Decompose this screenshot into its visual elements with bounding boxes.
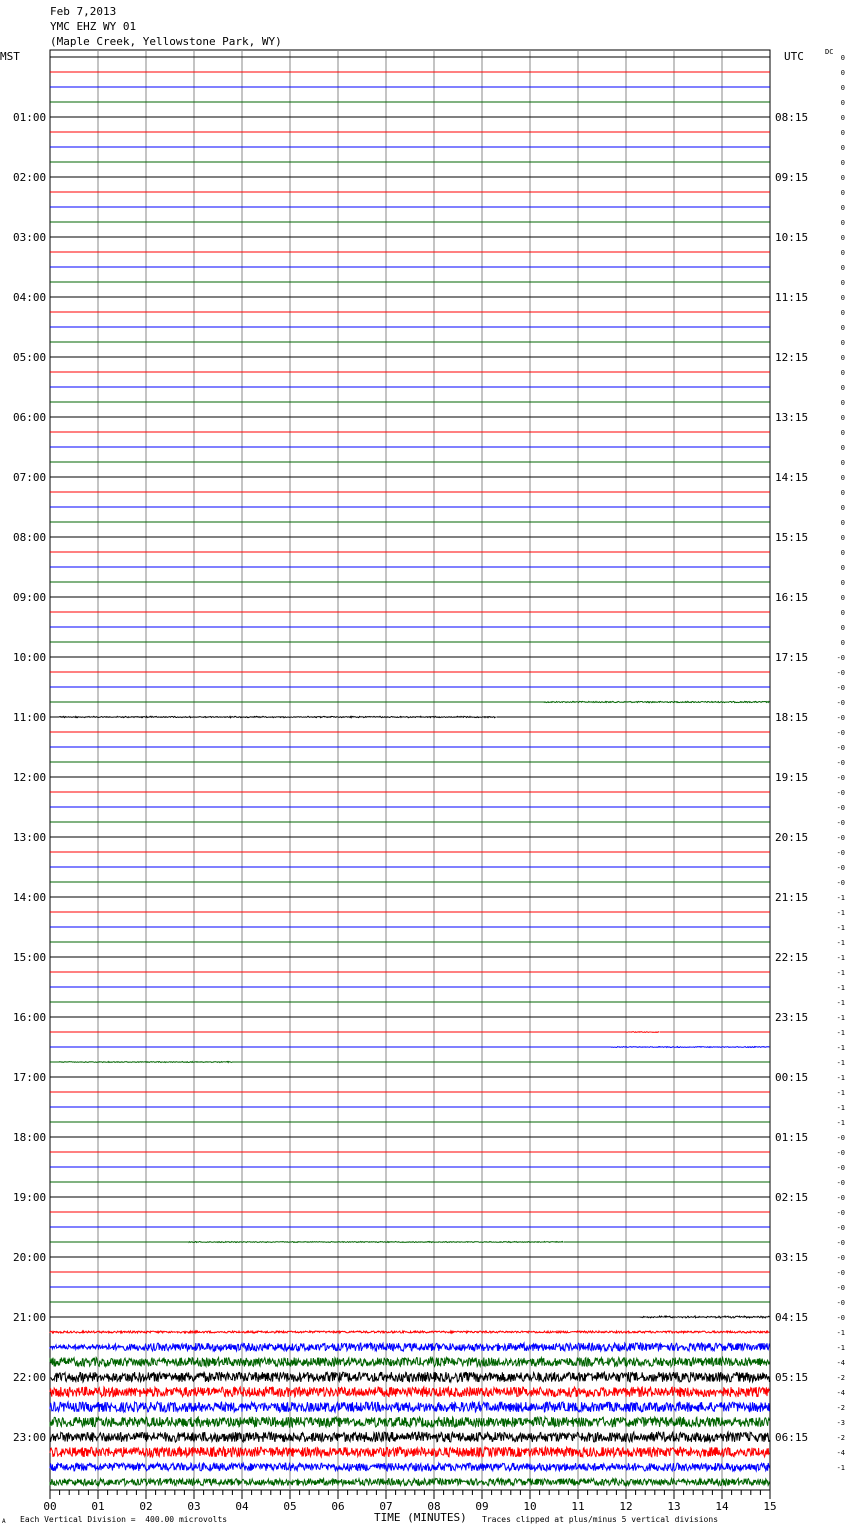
dc-offset-value: -0 [836, 729, 845, 737]
x-tick-label: 09 [475, 1500, 489, 1513]
dc-offset-value: 0 [840, 399, 845, 407]
dc-offset-value: -0 [836, 1224, 845, 1232]
utc-hour-label: 05:15 [775, 1371, 809, 1384]
dc-offset-value: 0 [840, 54, 845, 62]
dc-offset-value: 0 [840, 414, 845, 422]
dc-offset-value: -0 [836, 789, 845, 797]
dc-offset-value: -4 [836, 1359, 845, 1367]
utc-hour-label: 19:15 [775, 771, 809, 784]
corner-mark: A [2, 1518, 6, 1525]
utc-hour-label: 23:15 [775, 1011, 809, 1024]
dc-offset-value: 0 [840, 279, 845, 287]
x-tick-label: 12 [619, 1500, 633, 1513]
dc-offset-value: -1 [836, 1059, 845, 1067]
mst-hour-label: 07:00 [13, 471, 47, 484]
utc-hour-label: 00:15 [775, 1071, 809, 1084]
dc-offset-value: -0 [836, 1179, 845, 1187]
mst-hour-label: 06:00 [13, 411, 47, 424]
dc-offset-value: -0 [836, 654, 845, 662]
dc-offset-value: -0 [836, 819, 845, 827]
dc-offset-value: 0 [840, 69, 845, 77]
dc-offset-value: -0 [836, 1239, 845, 1247]
mst-hour-label: 21:00 [13, 1311, 47, 1324]
dc-offset-value: -0 [836, 714, 845, 722]
dc-offset-value: 0 [840, 639, 845, 647]
dc-offset-value: 0 [840, 354, 845, 362]
mst-hour-label: 19:00 [13, 1191, 47, 1204]
mst-hour-label: 11:00 [13, 711, 47, 724]
dc-offset-value: -1 [836, 909, 845, 917]
mst-hour-label: 12:00 [13, 771, 47, 784]
dc-offset-value: 0 [840, 609, 845, 617]
mst-hour-label: 03:00 [13, 231, 47, 244]
trace-waveform [50, 1062, 770, 1063]
dc-offset-value: 0 [840, 294, 845, 302]
dc-offset-value: 0 [840, 114, 845, 122]
dc-offset-value: 0 [840, 339, 845, 347]
dc-offset-value: -1 [836, 954, 845, 962]
station-code: YMC EHZ WY 01 [50, 20, 137, 33]
trace-waveform [50, 1372, 769, 1382]
dc-offset-value: -0 [836, 849, 845, 857]
trace-waveform [50, 1432, 769, 1442]
x-tick-label: 05 [283, 1500, 297, 1513]
dc-offset-value: -0 [836, 699, 845, 707]
utc-hour-label: 02:15 [775, 1191, 809, 1204]
trace-waveform [50, 1447, 769, 1457]
station-location: (Maple Creek, Yellowstone Park, WY) [50, 35, 282, 48]
utc-hour-label: 22:15 [775, 951, 809, 964]
trace-waveform [50, 1032, 770, 1033]
dc-offset-value: 0 [840, 84, 845, 92]
dc-offset-value: -1 [836, 1029, 845, 1037]
mst-hour-label: 14:00 [13, 891, 47, 904]
dc-offset-value: 0 [840, 534, 845, 542]
dc-offset-value: 0 [840, 504, 845, 512]
x-tick-label: 08 [427, 1500, 441, 1513]
dc-offset-value: -1 [836, 924, 845, 932]
utc-hour-label: 16:15 [775, 591, 809, 604]
dc-offset-value: -0 [836, 669, 845, 677]
x-tick-label: 06 [331, 1500, 345, 1513]
dc-offset-value: 0 [840, 579, 845, 587]
dc-column-label: DC [825, 48, 834, 56]
dc-offset-value: -1 [836, 984, 845, 992]
utc-hour-label: 14:15 [775, 471, 809, 484]
dc-offset-value: -0 [836, 759, 845, 767]
mst-hour-label: 02:00 [13, 171, 47, 184]
mst-hour-label: 13:00 [13, 831, 47, 844]
trace-waveform [50, 1358, 769, 1367]
dc-offset-value: -1 [836, 999, 845, 1007]
dc-offset-value: 0 [840, 144, 845, 152]
dc-offset-value: 0 [840, 549, 845, 557]
left-timezone-label: MST [0, 50, 20, 63]
dc-offset-value: 0 [840, 429, 845, 437]
dc-offset-value: -0 [836, 804, 845, 812]
x-tick-label: 04 [235, 1500, 249, 1513]
dc-offset-value: 0 [840, 594, 845, 602]
mst-hour-label: 05:00 [13, 351, 47, 364]
utc-hour-label: 13:15 [775, 411, 809, 424]
dc-offset-value: -0 [836, 1269, 845, 1277]
x-tick-label: 15 [763, 1500, 777, 1513]
dc-offset-value: -1 [836, 1074, 845, 1082]
dc-offset-value: -2 [836, 1374, 845, 1382]
vertical-scale-note: Each Vertical Division = 400.00 microvolts [20, 1515, 228, 1524]
dc-offset-value: 0 [840, 249, 845, 257]
dc-offset-value: 0 [840, 129, 845, 137]
mst-hour-label: 22:00 [13, 1371, 47, 1384]
dc-offset-value: 0 [840, 444, 845, 452]
utc-hour-label: 20:15 [775, 831, 809, 844]
dc-offset-value: 0 [840, 219, 845, 227]
dc-offset-value: -1 [836, 1344, 845, 1352]
dc-offset-value: -1 [836, 1014, 845, 1022]
dc-offset-value: 0 [840, 324, 845, 332]
x-axis-label: TIME (MINUTES) [374, 1511, 467, 1524]
mst-hour-label: 20:00 [13, 1251, 47, 1264]
utc-hour-label: 04:15 [775, 1311, 809, 1324]
dc-offset-value: -1 [836, 1329, 845, 1337]
dc-offset-value: -0 [836, 1134, 845, 1142]
dc-offset-value: -1 [836, 1119, 845, 1127]
trace-waveform [50, 1463, 769, 1471]
utc-hour-label: 11:15 [775, 291, 809, 304]
mst-hour-label: 09:00 [13, 591, 47, 604]
utc-hour-label: 17:15 [775, 651, 809, 664]
dc-offset-value: 0 [840, 309, 845, 317]
dc-offset-value: 0 [840, 159, 845, 167]
utc-hour-label: 21:15 [775, 891, 809, 904]
dc-offset-value: -1 [836, 1104, 845, 1112]
dc-offset-value: -0 [836, 1194, 845, 1202]
mst-hour-label: 10:00 [13, 651, 47, 664]
dc-offset-value: -1 [836, 939, 845, 947]
right-timezone-label: UTC [784, 50, 804, 63]
utc-hour-label: 10:15 [775, 231, 809, 244]
utc-hour-label: 15:15 [775, 531, 809, 544]
x-tick-label: 07 [379, 1500, 393, 1513]
dc-offset-value: 0 [840, 489, 845, 497]
dc-offset-value: 0 [840, 99, 845, 107]
utc-hour-label: 12:15 [775, 351, 809, 364]
dc-offset-value: 0 [840, 474, 845, 482]
x-tick-label: 00 [43, 1500, 57, 1513]
mst-hour-label: 01:00 [13, 111, 47, 124]
utc-hour-label: 06:15 [775, 1431, 809, 1444]
dc-offset-value: 0 [840, 459, 845, 467]
x-tick-label: 11 [571, 1500, 585, 1513]
dc-offset-value: 0 [840, 369, 845, 377]
dc-offset-value: -0 [836, 1209, 845, 1217]
dc-offset-value: 0 [840, 264, 845, 272]
dc-offset-value: -2 [836, 1404, 845, 1412]
dc-offset-value: -0 [836, 1164, 845, 1172]
dc-offset-value: -1 [836, 969, 845, 977]
trace-waveform [50, 1316, 769, 1318]
mst-hour-label: 23:00 [13, 1431, 47, 1444]
dc-offset-value: -0 [836, 879, 845, 887]
utc-hour-label: 09:15 [775, 171, 809, 184]
dc-offset-value: -0 [836, 834, 845, 842]
mst-hour-label: 15:00 [13, 951, 47, 964]
dc-offset-value: 0 [840, 234, 845, 242]
dc-offset-value: -3 [836, 1419, 845, 1427]
dc-offset-value: -4 [836, 1389, 845, 1397]
dc-offset-value: -0 [836, 774, 845, 782]
dc-offset-value: -1 [836, 1044, 845, 1052]
trace-waveform [50, 1402, 769, 1412]
mst-hour-label: 04:00 [13, 291, 47, 304]
mst-hour-label: 18:00 [13, 1131, 47, 1144]
mst-hour-label: 08:00 [13, 531, 47, 544]
trace-waveform [50, 1417, 769, 1427]
utc-hour-label: 01:15 [775, 1131, 809, 1144]
dc-offset-value: 0 [840, 624, 845, 632]
trace-waveform [50, 1242, 770, 1243]
dc-offset-value: -0 [836, 684, 845, 692]
dc-offset-value: 0 [840, 519, 845, 527]
dc-offset-value: 0 [840, 174, 845, 182]
trace-waveform [50, 1387, 769, 1397]
x-tick-label: 14 [715, 1500, 729, 1513]
trace-waveform [50, 1047, 769, 1048]
trace-waveform [50, 1343, 769, 1351]
utc-hour-label: 03:15 [775, 1251, 809, 1264]
plot-frame [50, 50, 770, 1490]
mst-hour-label: 16:00 [13, 1011, 47, 1024]
dc-offset-value: 0 [840, 204, 845, 212]
plot-date: Feb 7,2013 [50, 5, 117, 18]
trace-waveform [50, 1331, 769, 1333]
utc-hour-label: 18:15 [775, 711, 809, 724]
dc-offset-value: 0 [840, 384, 845, 392]
x-tick-label: 01 [91, 1500, 105, 1513]
dc-offset-value: -0 [836, 1299, 845, 1307]
dc-offset-value: -0 [836, 1314, 845, 1322]
clip-note: Traces clipped at plus/minus 5 vertical divisions [482, 1515, 719, 1524]
dc-offset-value: -0 [836, 1284, 845, 1292]
dc-offset-value: -0 [836, 1149, 845, 1157]
utc-hour-label: 08:15 [775, 111, 809, 124]
dc-offset-value: -1 [836, 1089, 845, 1097]
x-tick-label: 02 [139, 1500, 153, 1513]
dc-offset-value: 0 [840, 564, 845, 572]
dc-offset-value: -2 [836, 1434, 845, 1442]
dc-offset-value: -4 [836, 1449, 845, 1457]
dc-offset-value: -0 [836, 744, 845, 752]
mst-hour-label: 17:00 [13, 1071, 47, 1084]
x-tick-label: 03 [187, 1500, 201, 1513]
x-tick-label: 13 [667, 1500, 681, 1513]
dc-offset-value: -0 [836, 1254, 845, 1262]
trace-waveform [50, 716, 770, 717]
trace-waveform [50, 1479, 769, 1486]
trace-waveform [50, 701, 769, 702]
dc-offset-value: 0 [840, 189, 845, 197]
x-tick-label: 10 [523, 1500, 537, 1513]
dc-offset-value: -1 [836, 894, 845, 902]
dc-offset-value: -0 [836, 864, 845, 872]
dc-offset-value: -1 [836, 1464, 845, 1472]
